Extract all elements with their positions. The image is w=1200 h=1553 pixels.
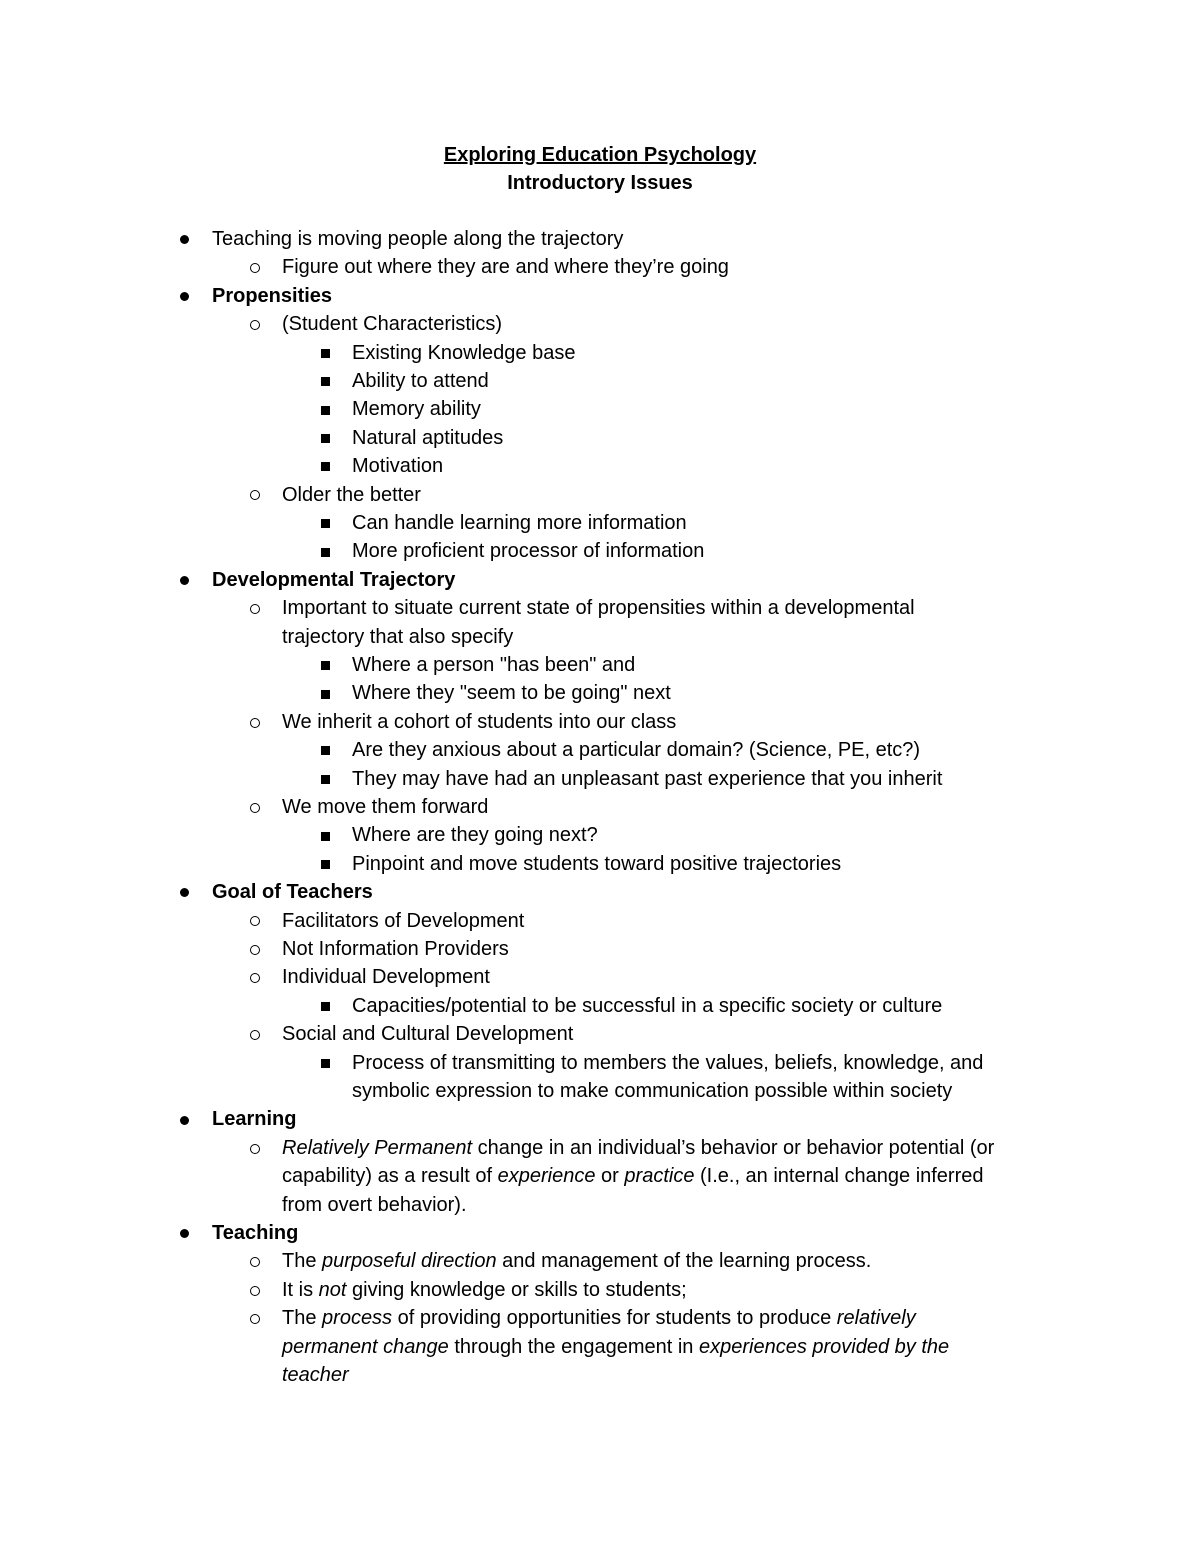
bullet-ring-icon (245, 253, 265, 281)
list-item-text: Teaching is moving people along the trajectory (212, 228, 624, 250)
bullet-square-icon (315, 1049, 335, 1077)
section-heading-developmental-trajectory: Developmental Trajectory (212, 568, 456, 591)
bullet-ring-icon (245, 907, 265, 935)
list-item-text: Individual Development (282, 966, 490, 989)
list-item-text: Where are they going next? (352, 824, 598, 847)
bullet-square-icon (315, 537, 335, 565)
text-run: The (282, 1250, 323, 1273)
bullet-square-icon (315, 395, 335, 423)
bullet-dot-icon (174, 878, 194, 906)
emphasis-text: practice (624, 1165, 695, 1188)
list-item-text: Natural aptitudes (352, 426, 504, 449)
list-item-text: trajectory that also specify (282, 625, 514, 648)
bullet-ring-icon (245, 1020, 265, 1048)
emphasis-text: teacher (282, 1364, 349, 1386)
bullet-square-icon (315, 736, 335, 764)
bullet-ring-icon (245, 935, 265, 963)
text-run: (I.e., an internal change inferred (694, 1165, 984, 1188)
text-run: giving knowledge or skills to students; (346, 1278, 687, 1301)
bullet-ring-icon (245, 708, 265, 736)
bullet-dot-icon (174, 282, 194, 310)
bullet-square-icon (315, 651, 335, 679)
text-run: through the engagement in (448, 1335, 699, 1358)
emphasis-text: Relatively Permanent (282, 1136, 473, 1159)
list-item-text: Capacities/potential to be successful in a specific society or culture (352, 994, 943, 1017)
section-heading-propensities: Propensities (212, 284, 333, 307)
bullet-square-icon (315, 850, 335, 878)
text-run: or (595, 1165, 625, 1188)
emphasis-text: permanent change (282, 1335, 449, 1358)
list-item-text (282, 1247, 871, 1275)
list-item-text: (Student Characteristics) (282, 313, 503, 336)
list-item-text: Where they "seem to be going" next (352, 682, 671, 705)
text-run: and management of the learning process. (496, 1250, 872, 1273)
bullet-dot-icon (174, 225, 194, 253)
emphasis-text: experience (497, 1165, 596, 1188)
list-item-text: We move them forward (282, 796, 489, 818)
bullet-ring-icon (245, 1247, 265, 1275)
bullet-square-icon (315, 679, 335, 707)
list-item-text: Memory ability (352, 398, 481, 421)
bullet-ring-icon (245, 793, 265, 821)
bullet-square-icon (315, 367, 335, 395)
list-item-text: Existing Knowledge base (352, 341, 576, 364)
text-run: capability) as a result of (282, 1165, 498, 1188)
bullet-square-icon (315, 452, 335, 480)
list-item-text: They may have had an unpleasant past experience that you inherit (352, 767, 943, 790)
bullet-square-icon (315, 509, 335, 537)
bullet-ring-icon (245, 1304, 265, 1332)
emphasis-text: experiences provided by the (698, 1335, 950, 1358)
document-subtitle: Introductory Issues (507, 172, 693, 194)
list-item-text: Pinpoint and move students toward positive trajectories (352, 852, 842, 875)
list-item-text (282, 1134, 994, 1162)
emphasis-text: relatively (836, 1307, 916, 1330)
text-run: change in an individual’s behavior or behavior potential (or (472, 1136, 995, 1159)
bullet-square-icon (315, 821, 335, 849)
bullet-square-icon (315, 765, 335, 793)
list-item-text (282, 1304, 916, 1332)
list-item-text: Can handle learning more information (352, 512, 687, 534)
list-item-text: Important to situate current state of propensities within a developmental (282, 597, 915, 620)
bullet-ring-icon (245, 594, 265, 622)
text-run: The (282, 1307, 323, 1330)
bullet-square-icon (315, 424, 335, 452)
list-item-text: Figure out where they are and where they’re going (282, 256, 729, 279)
emphasis-text: process (322, 1307, 393, 1330)
bullet-ring-icon (245, 310, 265, 338)
bullet-dot-icon (174, 1219, 194, 1247)
list-item-text: Older the better (282, 483, 421, 506)
list-item-text (282, 1162, 984, 1190)
title-block (0, 141, 1200, 197)
section-heading-goal-of-teachers: Goal of Teachers (212, 881, 373, 904)
bullet-ring-icon (245, 1276, 265, 1304)
text-run: It is (282, 1278, 319, 1301)
section-heading-teaching: Teaching (212, 1222, 299, 1244)
section-heading-learning: Learning (212, 1108, 297, 1131)
list-item-text: Where a person "has been" and (352, 654, 636, 676)
list-item-text: More proficient processor of information (352, 540, 705, 563)
bullet-ring-icon (245, 1134, 265, 1162)
list-item-text: symbolic expression to make communication possible within society (352, 1080, 953, 1102)
list-item-text: Not Information Providers (282, 938, 509, 960)
document-title: Exploring Education Psychology (443, 144, 757, 166)
bullet-square-icon (315, 339, 335, 367)
list-item-text (282, 1276, 687, 1304)
bullet-dot-icon (174, 566, 194, 594)
bullet-ring-icon (245, 963, 265, 991)
list-item-text: Process of transmitting to members the values, beliefs, knowledge, and (352, 1051, 984, 1074)
emphasis-text: purposeful direction (322, 1250, 497, 1273)
bullet-ring-icon (245, 481, 265, 509)
list-item-text: Motivation (352, 455, 444, 478)
list-item-text (282, 1333, 949, 1361)
list-item-text: Are they anxious about a particular domain? (Science, PE, etc?) (352, 739, 921, 762)
list-item-text: Ability to attend (352, 370, 489, 392)
bullet-square-icon (315, 992, 335, 1020)
bullet-dot-icon (174, 1105, 194, 1133)
emphasis-text: not (318, 1278, 347, 1301)
list-item-text: We inherit a cohort of students into our class (282, 710, 677, 733)
text-run: of providing opportunities for students to produce (392, 1307, 837, 1330)
list-item-text: from overt behavior). (282, 1193, 467, 1216)
list-item-text: Facilitators of Development (282, 909, 525, 932)
list-item-text: Social and Cultural Development (282, 1023, 574, 1046)
